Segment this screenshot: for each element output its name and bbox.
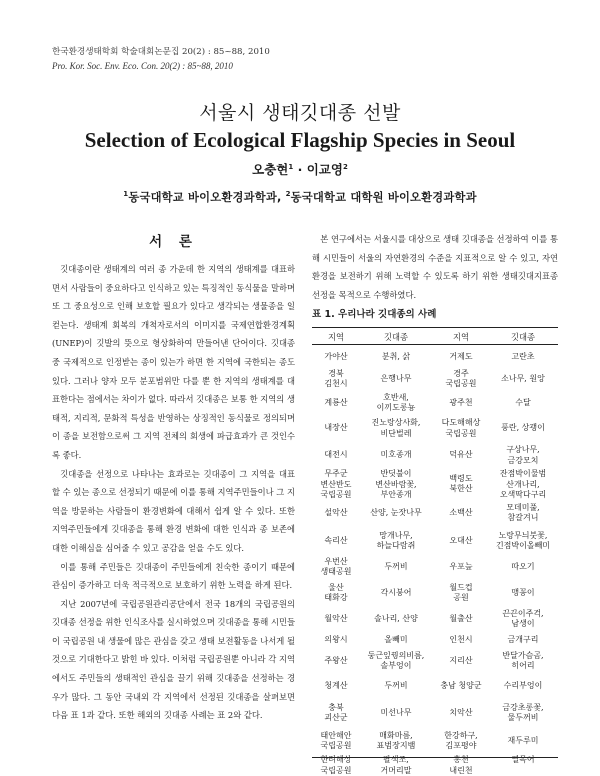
table-header-rule [312,344,558,345]
cell-species: 두꺼비 [384,680,408,690]
cell-species: 미선나무 [380,707,412,717]
table-top-rule [312,327,558,328]
affiliation-line [0,189,600,205]
cell-region: 소백산 [449,507,473,517]
author-line [0,160,600,178]
cell-region: 무주군 변산반도 국립공원 [320,469,352,499]
paper-title-ko: 서울시 생태깃대종 선발 [199,102,401,124]
cell-region: 경주 국립공원 [445,368,477,388]
table-header-row [312,331,558,345]
cell-species: 진노랑상사화, 비단벌레 [371,418,421,438]
journal-header [52,45,270,73]
table-bottom-rule [312,757,558,758]
cell-species: 둥근잎꿩의비름, 솔부엉이 [367,650,425,670]
cell-species: 솔나리, 산양 [374,613,418,623]
cell-species: 망개나무, 하늘다람쥐 [376,530,416,550]
author-2: 이교영 [306,162,343,177]
cell-species: 잔점박이물범 산개나리, 오색딱다구리 [499,469,547,499]
cell-species: 올빼미 [384,634,408,644]
cell-region: 치악산 [449,707,473,717]
header-species-2: 깃대종 [510,332,536,342]
affiliation-1: 동국대학교 바이오환경과학과, [128,191,286,204]
cell-region: 거제도 [449,351,473,361]
cell-region: 월악산 [324,613,348,623]
header-region-2: 지역 [452,332,470,342]
author-1: 오충현 [252,162,289,177]
table-caption: 표 1. 우리나라 깃대종의 사례 [312,309,437,320]
cell-species: 수리부엉이 [503,680,543,690]
cell-region: 월출산 [449,613,473,623]
cell-region: 계룡산 [324,397,348,407]
cell-species: 고란초 [511,351,535,361]
cell-region: 다도해해상 국립공원 [441,418,481,438]
cell-species: 금강초롱꽃, 물두꺼비 [502,702,544,722]
cell-region: 속리산 [324,535,348,545]
header-region-1: 지역 [327,332,345,342]
cell-region: 우포늪 [449,561,473,571]
cell-species: 맹꽁이 [511,587,535,597]
cell-species: 분취, 삵 [381,351,411,361]
cell-region: 의왕시 [324,634,348,644]
cell-species: 금개구리 [507,634,539,644]
cell-region: 설악산 [324,507,348,517]
cell-species: 매화마름, 표범장지뱀 [376,730,416,750]
author-2-mark: 2 [342,162,348,171]
cell-region: 내장산 [324,423,348,433]
cell-region: 태안해안 국립공원 [320,730,352,750]
cell-region: 충남 청양군 [440,680,482,690]
cell-species: 노랑무늬붓꽃, 긴점박이올빼미 [495,530,551,550]
cell-species: 열목어 [511,755,535,764]
journal-citation-ko: 한국환경생태학회 학술대회논문집 20(2) : 85~88, 2010 [52,47,270,57]
cell-region: 월드컵 공원 [449,582,473,602]
cell-species: 끈끈이주걱, 남생이 [502,608,544,628]
cell-species: 각시붕어 [380,587,412,597]
left-column [52,230,295,725]
cell-region: 청계산 [324,680,348,690]
cell-species: 호반새, 이끼도롱뇽 [376,392,416,412]
affiliation-2: 동국대학교 대학원 바이오환경과학과 [290,191,477,204]
cell-region: 광주천 [449,397,473,407]
author-1-mark: 1 [288,162,294,171]
cell-region: 인천시 [449,634,473,644]
cell-region: 울산 태화강 [324,582,348,602]
author-separator: · [293,162,307,177]
cell-species: 소나무, 원앙 [501,373,545,383]
cell-species: 반달가슴곰, 히어리 [502,650,544,670]
cell-region: 대전시 [324,450,348,460]
body-paragraph: 깃대종을 선정으로 나타나는 효과로는 깃대종이 그 지역을 대표할 수 있는 종으로 선정되기 때문에 이를 통해 지역주민들이나 그 지역을 방문하는 사람들이 환경변화에 대해서 쉽게 알 수 있다. 또한 지역주민들에게 깃대종을 통해 환경 변화에 대한 인식과 종 보존에 대한 이해심을 심어줄 수 있고 공감을 얻을 수도 있다. [52,468,295,553]
cell-species: 따오기 [511,561,535,571]
body-paragraph: 이를 통해 주민들은 깃대종이 주민들에게 친숙한 종이기 때문에 관심이 증가하고 더욱 적극적으로 보호하기 위한 노력을 하게 된다. [52,561,295,591]
body-paragraph-right: 본 연구에서는 서울시를 대상으로 생태 깃대종을 선정하여 이를 통해 시민들이 서울의 자연환경의 수준을 지표적으로 알 수 있고, 자연환경을 보전하기 위해 노력할 수 있도록 하기 위한 생태깃대지표종 선정을 목적으로 수행하였다. [312,234,558,300]
cell-species: 구상나무, 금강모치 [506,445,540,465]
right-column [312,230,558,304]
cell-species: 두꺼비 [384,561,408,571]
cell-region: 우번산 생태공원 [320,556,352,576]
paper-title-en: Selection of Ecological Flagship Species in Seoul [84,128,516,152]
cell-region: 홍천 내린천 [449,755,473,775]
cell-species: 팔색조, 거머리말 [380,755,412,775]
affil-1-mark: 1 [123,190,129,199]
cell-species: 수달 [515,397,531,407]
cell-species: 반딧불이 변산바람꽃, 부안종개 [375,469,417,499]
body-paragraph: 지난 2007년에 국립공원관리공단에서 전국 18개의 국립공원의 깃대종 선정을 위한 인식조사를 실시하였으며 깃대종을 통해 시민들이 국립공원 내 생물에 많은 관심을 갖고 생태 보전활동을 나서게 될 것으로 기대한다고 밝힌 바 있다. 이처럼 국립공원뿐 아니라 각 지역에서도 주민들의 생태적인 관심을 끌기 위해 깃대종을 선정하는 경우가 많다. 그 동안 국내외 각 지역에서 선정된 깃대종을 살펴보면 다음 표 1과 같다. 또한 해외의 깃대종 사례는 표 2와 같다. [52,598,295,721]
journal-citation-en: Pro. Kor. Soc. Env. Eco. Con. 20(2) : 85~88, 2010 [52,61,233,71]
cell-region: 덕유산 [449,450,473,460]
cell-species: 풍란, 상괭이 [501,423,545,433]
section-heading-introduction: 서 론 [149,234,198,250]
cell-region: 주왕산 [324,655,348,665]
cell-species: 미호종개 [380,450,412,460]
cell-region: 충북 괴산군 [324,702,348,722]
cell-region: 가야산 [324,351,348,361]
affil-2-mark: 2 [285,190,291,199]
cell-species: 재두루미 [507,735,539,745]
cell-species: 모데미풀, 참갈겨니 [506,502,540,522]
cell-region: 오대산 [449,535,473,545]
cell-region: 지리산 [449,655,473,665]
cell-species: 은행나무 [380,373,412,383]
cell-species: 산양, 눈잣나무 [370,507,422,517]
cell-region: 한강하구, 김포평야 [444,730,478,750]
body-paragraph: 깃대종이란 생태계의 여러 종 가운데 한 지역의 생태계를 대표하면서 사람들이 중요하다고 인식하고 있는 특징적인 동식물을 말하며 또 그 중요성으로 인해 보호할 필요가 있다고 생각되는 생물종을 일컫는다. 생태계 회복의 개척자로서의 이미지를 국제연합환경계획(UNEP)이 깃발의 뜻으로 형상화하여 만들어낸 단어이다. 깃대종 중 국제적으로 인정받는 종이 있는가 하면 한 지역에 국한되는 종도 있다. 그러나 양자 모두 분포범위만 다를 뿐 한 지역의 생태계를 대표한다는 점에서는 차이가 없다. 따라서 깃대종은 보통 한 지역의 생태적, 지리적, 문화적 특성을 반영하는 상징적인 동식물로 정의되며 이 종을 보전함으로써 그 지역 전체의 회생에 파급효과가 큰 것인수록 좋다. [52,264,295,460]
cell-region: 경북 김천시 [324,368,348,388]
cell-region: 한려해상 국립공원 [320,755,352,775]
header-species-1: 깃대종 [383,332,409,342]
cell-region: 백령도 북한산 [449,473,473,493]
species-table [312,327,558,775]
